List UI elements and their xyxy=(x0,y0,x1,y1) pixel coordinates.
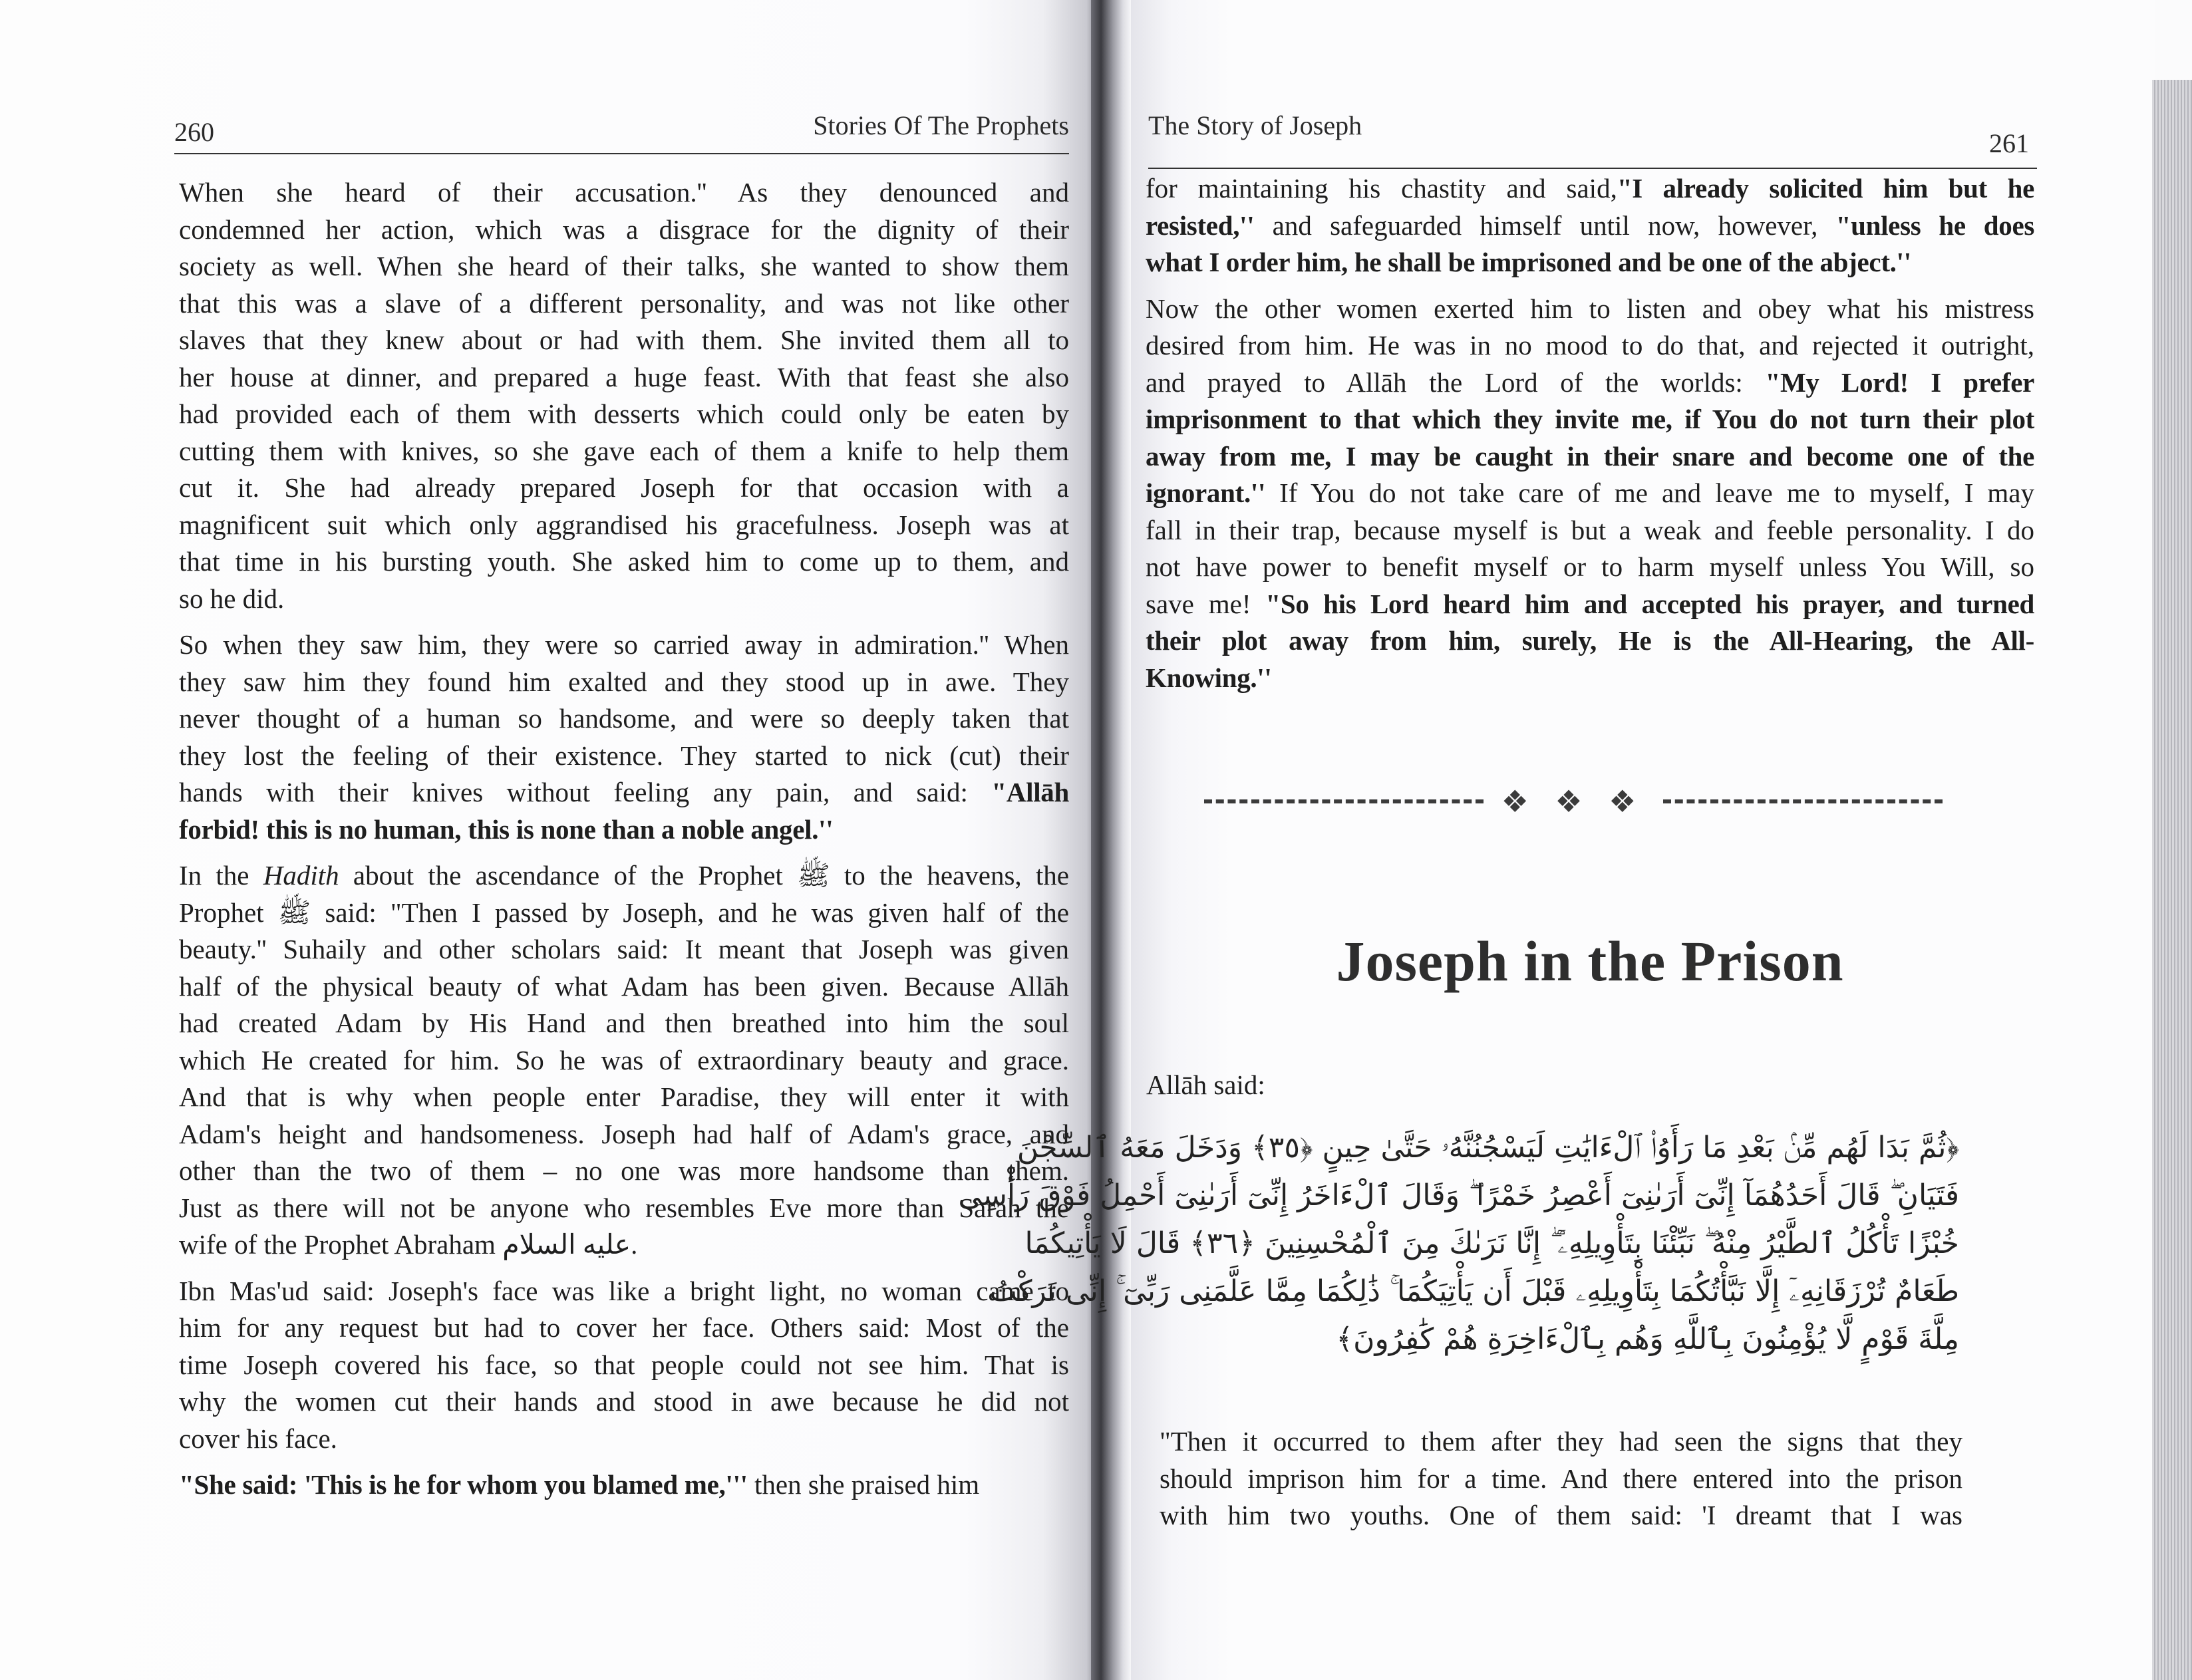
text-line xyxy=(1146,438,2034,476)
text-line: that this was a slave of a different personality, and was not like other xyxy=(179,287,1069,319)
text-line: half of the physical beauty of what Adam has been given. Because Allāh xyxy=(179,970,1069,1002)
text-line: Adam's height and handsomeness. Joseph had half of Adam's grace, and xyxy=(179,1118,1069,1149)
translation-text xyxy=(1160,1423,1962,1534)
emphasized-text: "So his Lord heard him and accepted his prayer, and turned xyxy=(1265,588,2034,619)
text-line: they lost the feeling of their existence. They started to nick (cut) their xyxy=(179,740,1069,771)
header-rule xyxy=(174,153,1069,154)
text-line: desired from him. He was in no mood to do that, and rejected it outright, xyxy=(1146,330,2034,360)
text-line: him for any request but had to cover her face. Others said: Most of the xyxy=(179,1312,1069,1343)
header-rule xyxy=(1148,168,2037,169)
text-line xyxy=(1146,623,2034,660)
text-line xyxy=(1146,208,2034,245)
paragraph xyxy=(179,627,1069,848)
running-title: Stories Of The Prophets xyxy=(813,110,1069,140)
left-body-text xyxy=(179,174,1069,1513)
emphasized-text: "My Lord! I prefer xyxy=(1765,366,2034,398)
emphasized-text: "She said: 'This is he for whom you blamed me,''' xyxy=(179,1469,748,1500)
text-line: When she heard of their accusation.'' As they denounced and xyxy=(179,177,1069,208)
text-span: When xyxy=(989,629,1069,660)
text-line: cover his face. xyxy=(179,1423,337,1454)
text-span: for maintaining his chastity and said, xyxy=(1146,173,1617,204)
quran-verses xyxy=(958,1124,1959,1363)
text-line: with him two youths. One of them said: 'I dreamt that I was xyxy=(1160,1500,1962,1530)
text-line: "Then it occurred to them after they had seen the signs that they xyxy=(1160,1426,1962,1457)
text-line: should imprison him for a time. And there entered into the prison xyxy=(1160,1463,1962,1494)
paragraph xyxy=(1146,170,2034,281)
text-line: And that is why when people enter Paradise, they will enter it with xyxy=(179,1081,1069,1112)
text-line: society as well. When she heard of their talks, she wanted to show them xyxy=(179,251,1069,281)
text-line xyxy=(179,811,1069,849)
running-title: The Story of Joseph xyxy=(1148,110,1362,140)
text-line: slaves that they knew about or had with them. She invited them all to xyxy=(179,325,1069,355)
text-line: beauty.'' Suhaily and other scholars said: It meant that Joseph was given xyxy=(179,934,1069,964)
arabic-line: مِلَّةَ قَوْمٍ لَّا يُؤْمِنُونَ بِٱللَّهِ وَهُم بِٱلْءَاخِرَةِ هُمْ كَٰفِرُونَ﴾ xyxy=(1336,1322,1959,1356)
text-line: wife of the Prophet Abraham عليه السلام. xyxy=(179,1229,638,1260)
text-span: and safeguarded himself until now, however, xyxy=(1254,210,1836,241)
emphasized-text: imprisonment to that which they invite me, if You do not turn their plot xyxy=(1146,404,2034,434)
text-line: Prophet ﷺ said: "Then I passed by Joseph, and he was given half of the xyxy=(179,897,1069,928)
text-span: hands with their knives without feeling any pain, and said: xyxy=(179,777,992,807)
section-divider xyxy=(1204,785,1943,819)
dashed-line xyxy=(1204,799,1484,803)
emphasized-text: ignorant.'' xyxy=(1146,478,1266,508)
text-line: they saw him they found him exalted and they stood up in awe. They xyxy=(179,666,1069,697)
text-line: had created Adam by His Hand and then breathed into him the soul xyxy=(179,1008,1069,1038)
text-line xyxy=(1146,475,2034,512)
text-line: magnificent suit which only aggrandised his gracefulness. Joseph was at xyxy=(179,509,1069,540)
diamond-ornament-icon: ❖ ❖ ❖ xyxy=(1501,785,1646,819)
arabic-line: طَعَامٌ تُرْزَقَانِهِۦٓ إِلَّا نَبَّأْتُكُمَا بِتَأْوِيلِهِۦ قَبْلَ أَن يَأْتِيَكُمَا ۚ ذَٰلِكُمَا مِمَّا عَلَّمَنِى رَبِّىٓ ۚ إِنِّى تَرَكْتُ xyxy=(989,1274,1959,1308)
text-span: about the ascendance of the Prophet ﷺ to the heavens, the xyxy=(339,860,1070,891)
text-line xyxy=(179,774,1069,811)
page-number: 261 xyxy=(1989,128,2029,158)
text-span: and prayed to Allāh the Lord of the worlds: xyxy=(1146,366,1766,398)
emphasized-text: Knowing.'' xyxy=(1146,662,1272,693)
text-line xyxy=(179,857,1069,895)
text-line xyxy=(1146,170,2034,208)
paragraph xyxy=(179,1467,1069,1504)
text-line xyxy=(1146,586,2034,623)
text-line: time Joseph covered his face, so that people could not see him. That is xyxy=(179,1349,1069,1380)
page-edges xyxy=(2152,80,2192,1680)
text-span: In the xyxy=(179,860,263,891)
text-line: other than the two of them – no one was more handsome than them. xyxy=(179,1155,1069,1186)
text-line: that time in his bursting youth. She asked him to come up to them, and xyxy=(179,546,1069,577)
emphasized-text: what I order him, he shall be imprisoned and be one of the abject.'' xyxy=(1146,247,1911,277)
text-line: Now the other women exerted him to listen and obey what his mistress xyxy=(1146,293,2034,324)
text-span: then she praised him xyxy=(747,1469,980,1500)
text-line: cut it. She had already prepared Joseph for that occasion with a xyxy=(179,472,1069,503)
page-number: 260 xyxy=(174,117,214,147)
arabic-line: ﴿ثُمَّ بَدَا لَهُم مِّنۢ بَعْدِ مَا رَأَوُا۟ ٱلْءَايَٰتِ لَيَسْجُنُنَّهُۥ حَتَّىٰ حِينٍ ﴿٣٥﴾ وَدَخَلَ مَعَهُ ٱلسِّجْنَ xyxy=(1017,1131,1959,1165)
chapter-title: Joseph in the Prison xyxy=(1336,929,1844,993)
text-span: Hadith xyxy=(263,860,339,891)
text-line: which He created for him. So he was of extraordinary beauty and grace. xyxy=(179,1044,1069,1075)
text-line: why the women cut their hands and stood in awe because he did not xyxy=(179,1386,1069,1417)
text-line: not have power to benefit myself or to harm myself unless You Will, so xyxy=(1146,551,2034,582)
text-span: So when they saw him, they were so carried away in admiration.'' xyxy=(179,629,989,660)
paragraph xyxy=(179,857,1069,1264)
text-span: If You do not take care of me and leave me to myself, I may xyxy=(1265,478,2034,508)
emphasized-text: forbid! this is no human, this is none than a noble angel.'' xyxy=(179,813,834,845)
text-line xyxy=(1146,660,2034,697)
right-body-text xyxy=(1146,170,2034,706)
emphasized-text: "I already solicited him but he xyxy=(1617,173,2034,204)
text-line: cutting them with knives, so she gave each of them a knife to help them xyxy=(179,435,1069,466)
text-line xyxy=(1146,364,2034,402)
text-line xyxy=(1146,401,2034,438)
intro-text: Allāh said: xyxy=(1146,1069,1265,1100)
arabic-line: خُبْزًا تَأْكُلُ ٱلطَّيْرُ مِنْهُ ۖ نَبِّئْنَا بِتَأْوِيلِهِۦٓ ۖ إِنَّا نَرَىٰكَ مِنَ ٱلْمُحْسِنِينَ ﴿٣٦﴾ قَالَ لَا يَأْتِيكُمَا xyxy=(1024,1226,1959,1260)
text-line: Ibn Mas'ud said: Joseph's face was like a bright light, no woman came to xyxy=(179,1275,1069,1306)
text-span: save me! xyxy=(1146,588,1266,619)
paragraph xyxy=(179,1273,1069,1458)
emphasized-text: resisted,'' xyxy=(1146,210,1255,241)
text-line: her house at dinner, and prepared a huge feast. With that feast she also xyxy=(179,361,1069,392)
emphasized-text: "Allāh xyxy=(991,777,1069,807)
dashed-line xyxy=(1663,799,1943,803)
book-gutter xyxy=(1091,0,1131,1680)
arabic-line: فَتَيَانِ ۖ قَالَ أَحَدُهُمَآ إِنِّىٓ أَرَىٰنِىٓ أَعْصِرُ خَمْرًا ۖ وَقَالَ ٱلْءَاخَرُ إِنِّىٓ أَرَىٰنِىٓ أَحْمِلُ فَوْقَ رَأْسِى xyxy=(958,1179,1959,1212)
emphasized-text: away from me, I may be caught in their snare and become one of the xyxy=(1146,440,2034,472)
paragraph xyxy=(179,174,1069,617)
text-line: so he did. xyxy=(179,583,285,614)
paragraph xyxy=(1146,291,2034,697)
text-line: never thought of a human so handsome, and were so deeply taken that xyxy=(179,703,1069,734)
emphasized-text: "unless he does xyxy=(1835,210,2034,241)
text-line xyxy=(179,1467,1069,1504)
text-line: Just as there will not be anyone who resembles Eve more than Sarah the xyxy=(179,1192,1069,1223)
text-line: had provided each of them with desserts which could only be eaten by xyxy=(179,398,1069,429)
text-line xyxy=(179,627,1069,664)
text-line: fall in their trap, because myself is but a weak and feeble personality. I do xyxy=(1146,514,2034,545)
emphasized-text: their plot away from him, surely, He is the All-Hearing, the All- xyxy=(1146,625,2034,656)
text-line xyxy=(1146,244,2034,281)
text-line: condemned her action, which was a disgrace for the dignity of their xyxy=(179,213,1069,245)
